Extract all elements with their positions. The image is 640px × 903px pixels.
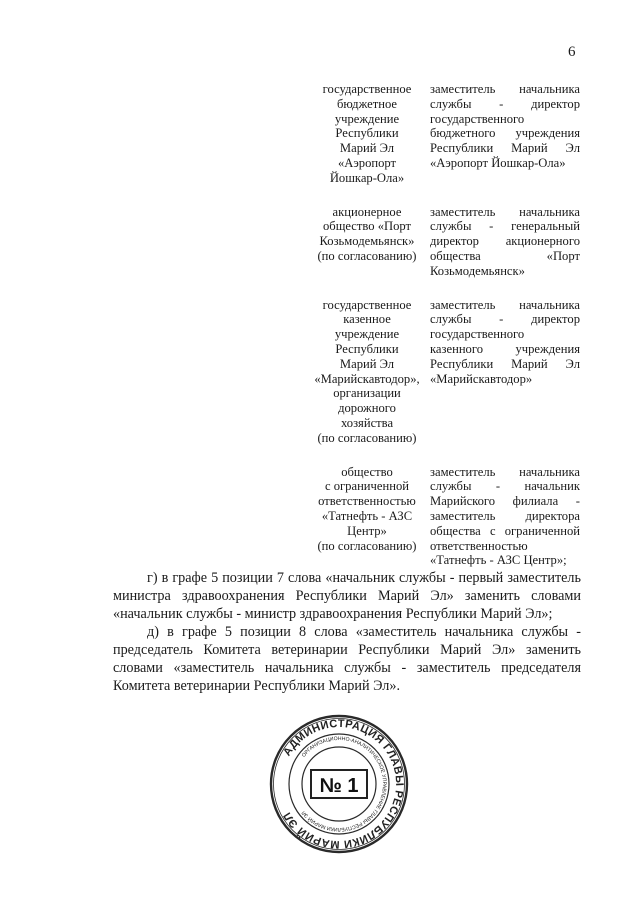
organization-cell: акционерное общество «Порт Козьмодемьянск» (по согласованию) (317, 204, 417, 263)
table-row (314, 82, 580, 186)
amendment-paragraphs (113, 569, 581, 695)
table-row (314, 205, 580, 279)
paragraph-g: г) в графе 5 позиции 7 слова «начальник службы - первый заместитель министра здравоохранения Республики Марий Эл» заменить словами «начальник службы - министр здравоохранения Республики Марий Эл»; (113, 570, 581, 622)
organization-cell: государственное казенное учреждение Республики Марий Эл «Марийскавтодор», организации дорожного хозяйства (по согласованию) (314, 297, 420, 445)
table-row (314, 298, 580, 446)
seal-number: № 1 (319, 775, 359, 797)
seal-inner-text: ОРГАНИЗАЦИОННО-АНАЛИТИЧЕСКОЕ УПРАВЛЕНИЕ ГЛАВЫ РЕСПУБЛИКИ МАРИЙ ЭЛ (300, 735, 388, 833)
organization-cell: государственное бюджетное учреждение Республики Марий Эл «Аэропорт Йошкар-Ола» (322, 82, 412, 185)
seal-outer-text: АДМИНИСТРАЦИЯ ГЛАВЫ РЕСПУБЛИКИ МАРИЙ ЭЛ (281, 717, 406, 851)
officials-table (314, 82, 580, 587)
paragraph-d: д) в графе 5 позиции 8 слова «заместитель начальника службы - председатель Комитета ветеринарии Республики Марий Эл» заменить словами «заместитель начальника службы - заместитель председателя Комитета ветеринарии Республики Марий Эл». (113, 624, 581, 694)
position-cell: заместитель начальника службы - генеральный директор акционерного общества «Порт Козьмодемьянск» (430, 204, 580, 278)
position-cell: заместитель начальника службы - директор государственного казенного учреждения Республики Марий Эл «Марийскавтодор» (430, 297, 580, 386)
organization-cell: общество с ограниченной ответственностью «Татнефть - АЗС Центр» (по согласованию) (317, 464, 417, 553)
official-seal (268, 713, 410, 855)
seal-stamp-icon (268, 713, 410, 855)
table-row (314, 465, 580, 569)
page-number: 6 (568, 44, 576, 60)
position-cell: заместитель начальника службы - директор государственного бюджетного учреждения Республики Марий Эл «Аэропорт Йошкар-Ола» (430, 82, 580, 170)
position-cell: заместитель начальника службы - начальник Марийского филиала - заместитель директора общества с ограниченной ответственностью «Татнефть - АЗС Центр»; (430, 464, 580, 568)
